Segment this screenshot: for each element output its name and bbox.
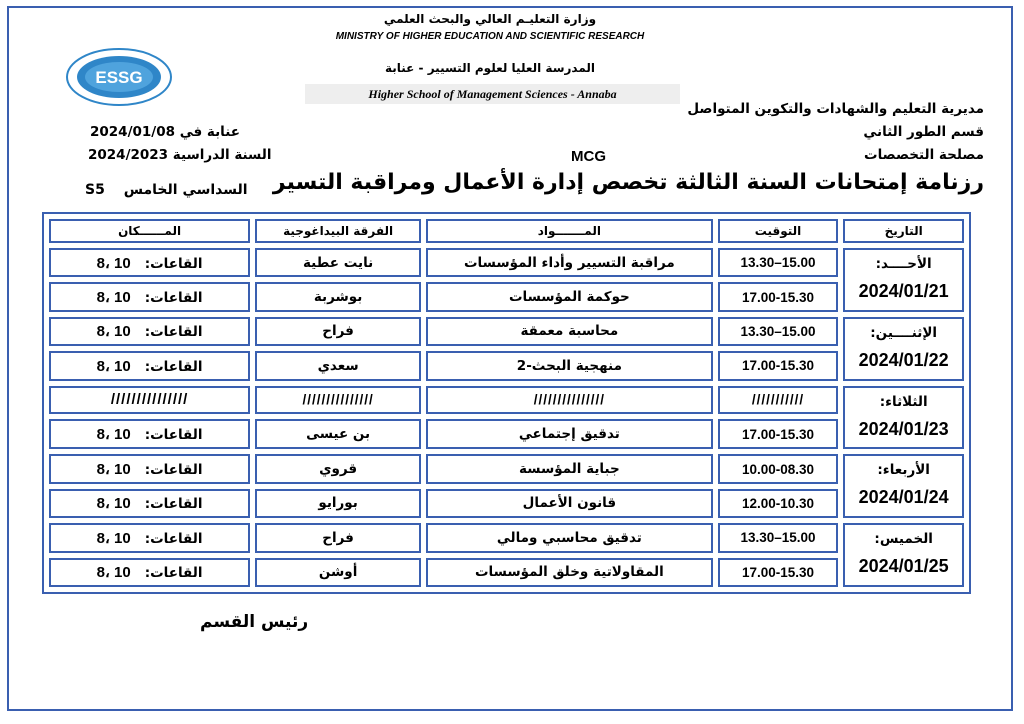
day-name: الخميس: — [874, 531, 933, 548]
ministry-ar: وزارة التعليـم العالي والبحث العلمي — [383, 12, 597, 26]
header-subject: المـــــــواد — [426, 219, 713, 243]
exam-day-cell — [843, 386, 964, 450]
exam-time: 15.00–13.30 — [718, 248, 839, 277]
header-group: الفرقة البيداغوجية — [255, 219, 421, 243]
exam-date: 2024/01/23 — [858, 418, 949, 439]
room-numbers: 10 ،8 — [96, 495, 131, 513]
table-row — [49, 489, 964, 518]
semester — [85, 182, 264, 198]
room-label: القاعات: — [144, 290, 203, 307]
room-numbers: /////////////// — [110, 391, 189, 409]
exam-group: بن عيسى — [255, 419, 421, 449]
table-row — [49, 419, 964, 449]
room-label: القاعات: — [144, 530, 203, 547]
exam-day-cell — [843, 317, 964, 381]
program-code: MCG — [571, 148, 606, 165]
room-label: القاعات: — [144, 358, 203, 375]
academic-year: السنة الدراسية 2024/2023 — [88, 147, 272, 163]
exam-schedule-table — [42, 212, 971, 594]
table-row — [49, 386, 964, 415]
exam-time: /////////// — [718, 386, 839, 415]
day-name: الثلاثاء: — [879, 393, 928, 410]
exam-group: فراح — [255, 317, 421, 346]
room-label: القاعات: — [144, 565, 203, 582]
exam-location — [49, 523, 250, 552]
exam-time: 15.00–13.30 — [718, 523, 839, 552]
exam-time: 15.00–13.30 — [718, 317, 839, 346]
exam-day-cell — [843, 523, 964, 587]
room-numbers: 10 ،8 — [96, 529, 131, 547]
room-numbers: 10 ،8 — [96, 323, 131, 341]
table-row — [49, 317, 964, 346]
exam-date: 2024/01/22 — [858, 349, 949, 370]
exam-time: 10.00-08.30 — [718, 454, 839, 483]
exam-subject: تدقيق محاسبي ومالي — [426, 523, 713, 552]
table-row — [49, 454, 964, 483]
exam-group: بوشربة — [255, 282, 421, 311]
room-label: القاعات: — [144, 255, 203, 272]
exam-location — [49, 248, 250, 277]
exam-time: 17.00-15.30 — [718, 351, 839, 380]
exam-time: 12.00-10.30 — [718, 489, 839, 518]
exam-subject: جباية المؤسسة — [426, 454, 713, 483]
exam-group: فراح — [255, 523, 421, 552]
exam-group: /////////////// — [255, 386, 421, 415]
room-label: القاعات: — [144, 427, 203, 444]
day-name: الأحــــد: — [875, 256, 932, 273]
exam-group: سعدي — [255, 351, 421, 380]
room-label: القاعات: — [144, 324, 203, 341]
exam-subject: تدقيق إجتماعي — [426, 419, 713, 449]
day-name: الأربعاء: — [877, 462, 930, 479]
table-row — [49, 523, 964, 552]
exam-day-cell — [843, 248, 964, 312]
exam-location — [49, 558, 250, 587]
exam-date: 2024/01/21 — [858, 281, 949, 302]
exam-subject: منهجية البحث-2 — [426, 351, 713, 380]
exam-time: 17.00-15.30 — [718, 558, 839, 587]
exam-subject: محاسبة معمقة — [426, 317, 713, 346]
exam-location — [49, 282, 250, 311]
exam-location — [49, 454, 250, 483]
day-name: الإثنــــين: — [870, 324, 938, 341]
exam-subject: حوكمة المؤسسات — [426, 282, 713, 311]
department-line: قسم الطور الثاني — [863, 124, 984, 140]
school-en: Higher School of Management Sciences - Annaba — [305, 84, 680, 104]
exam-subject: قانون الأعمال — [426, 489, 713, 518]
exam-date: 2024/01/25 — [858, 556, 949, 577]
header-time: التوقيت — [718, 219, 839, 243]
header-location: المــــــكان — [49, 219, 250, 243]
school-logo — [65, 47, 173, 107]
exam-group: نايت عطية — [255, 248, 421, 277]
issue-date: عنابة في 2024/01/08 — [90, 124, 240, 140]
signature-label: رئيس القسم — [200, 612, 309, 632]
service-line: مصلحة التخصصات — [864, 147, 984, 163]
exam-time: 17.00-15.30 — [718, 419, 839, 449]
exam-subject: المقاولاتية وخلق المؤسسات — [426, 558, 713, 587]
exam-location — [49, 489, 250, 518]
room-numbers: 10 ،8 — [96, 461, 131, 479]
table-row — [49, 248, 964, 277]
room-numbers: 10 ،8 — [96, 289, 131, 307]
room-numbers: 10 ،8 — [96, 357, 131, 375]
ministry-en: MINISTRY OF HIGHER EDUCATION AND SCIENTIFIC RESEARCH — [335, 31, 645, 42]
table-row — [49, 351, 964, 380]
exam-location — [49, 419, 250, 449]
exam-location — [49, 351, 250, 380]
exam-subject: /////////////// — [426, 386, 713, 415]
exam-day-cell — [843, 454, 964, 518]
semester-label: السداسي الخامس — [123, 182, 248, 198]
exam-time: 17.00-15.30 — [718, 282, 839, 311]
directorate-line: مديرية التعليم والشهادات والتكوين المتواصل — [687, 101, 984, 117]
table-row — [49, 282, 964, 311]
header-date: التاريخ — [843, 219, 964, 243]
exam-subject: مراقبة التسيير وأداء المؤسسات — [426, 248, 713, 277]
exam-group: قروي — [255, 454, 421, 483]
exam-location — [49, 386, 250, 415]
room-numbers: 10 ،8 — [96, 564, 131, 582]
table-header-row — [49, 219, 964, 243]
exam-location — [49, 317, 250, 346]
exam-date: 2024/01/24 — [858, 487, 949, 508]
school-ar: المدرسة العليا لعلوم التسيير - عنابة — [384, 61, 596, 75]
room-numbers: 10 ،8 — [96, 426, 131, 444]
room-numbers: 10 ،8 — [96, 254, 131, 272]
semester-code: S5 — [85, 182, 105, 198]
page-title: رزنامة إمتحانات السنة الثالثة تخصص إدارة الأعمال ومراقبة التسير — [272, 170, 984, 195]
room-label: القاعات: — [144, 462, 203, 479]
room-label: القاعات: — [144, 496, 203, 513]
logo-text: ESSG — [95, 68, 143, 87]
exam-group: بورايو — [255, 489, 421, 518]
exam-group: أوشن — [255, 558, 421, 587]
table-row — [49, 558, 964, 587]
